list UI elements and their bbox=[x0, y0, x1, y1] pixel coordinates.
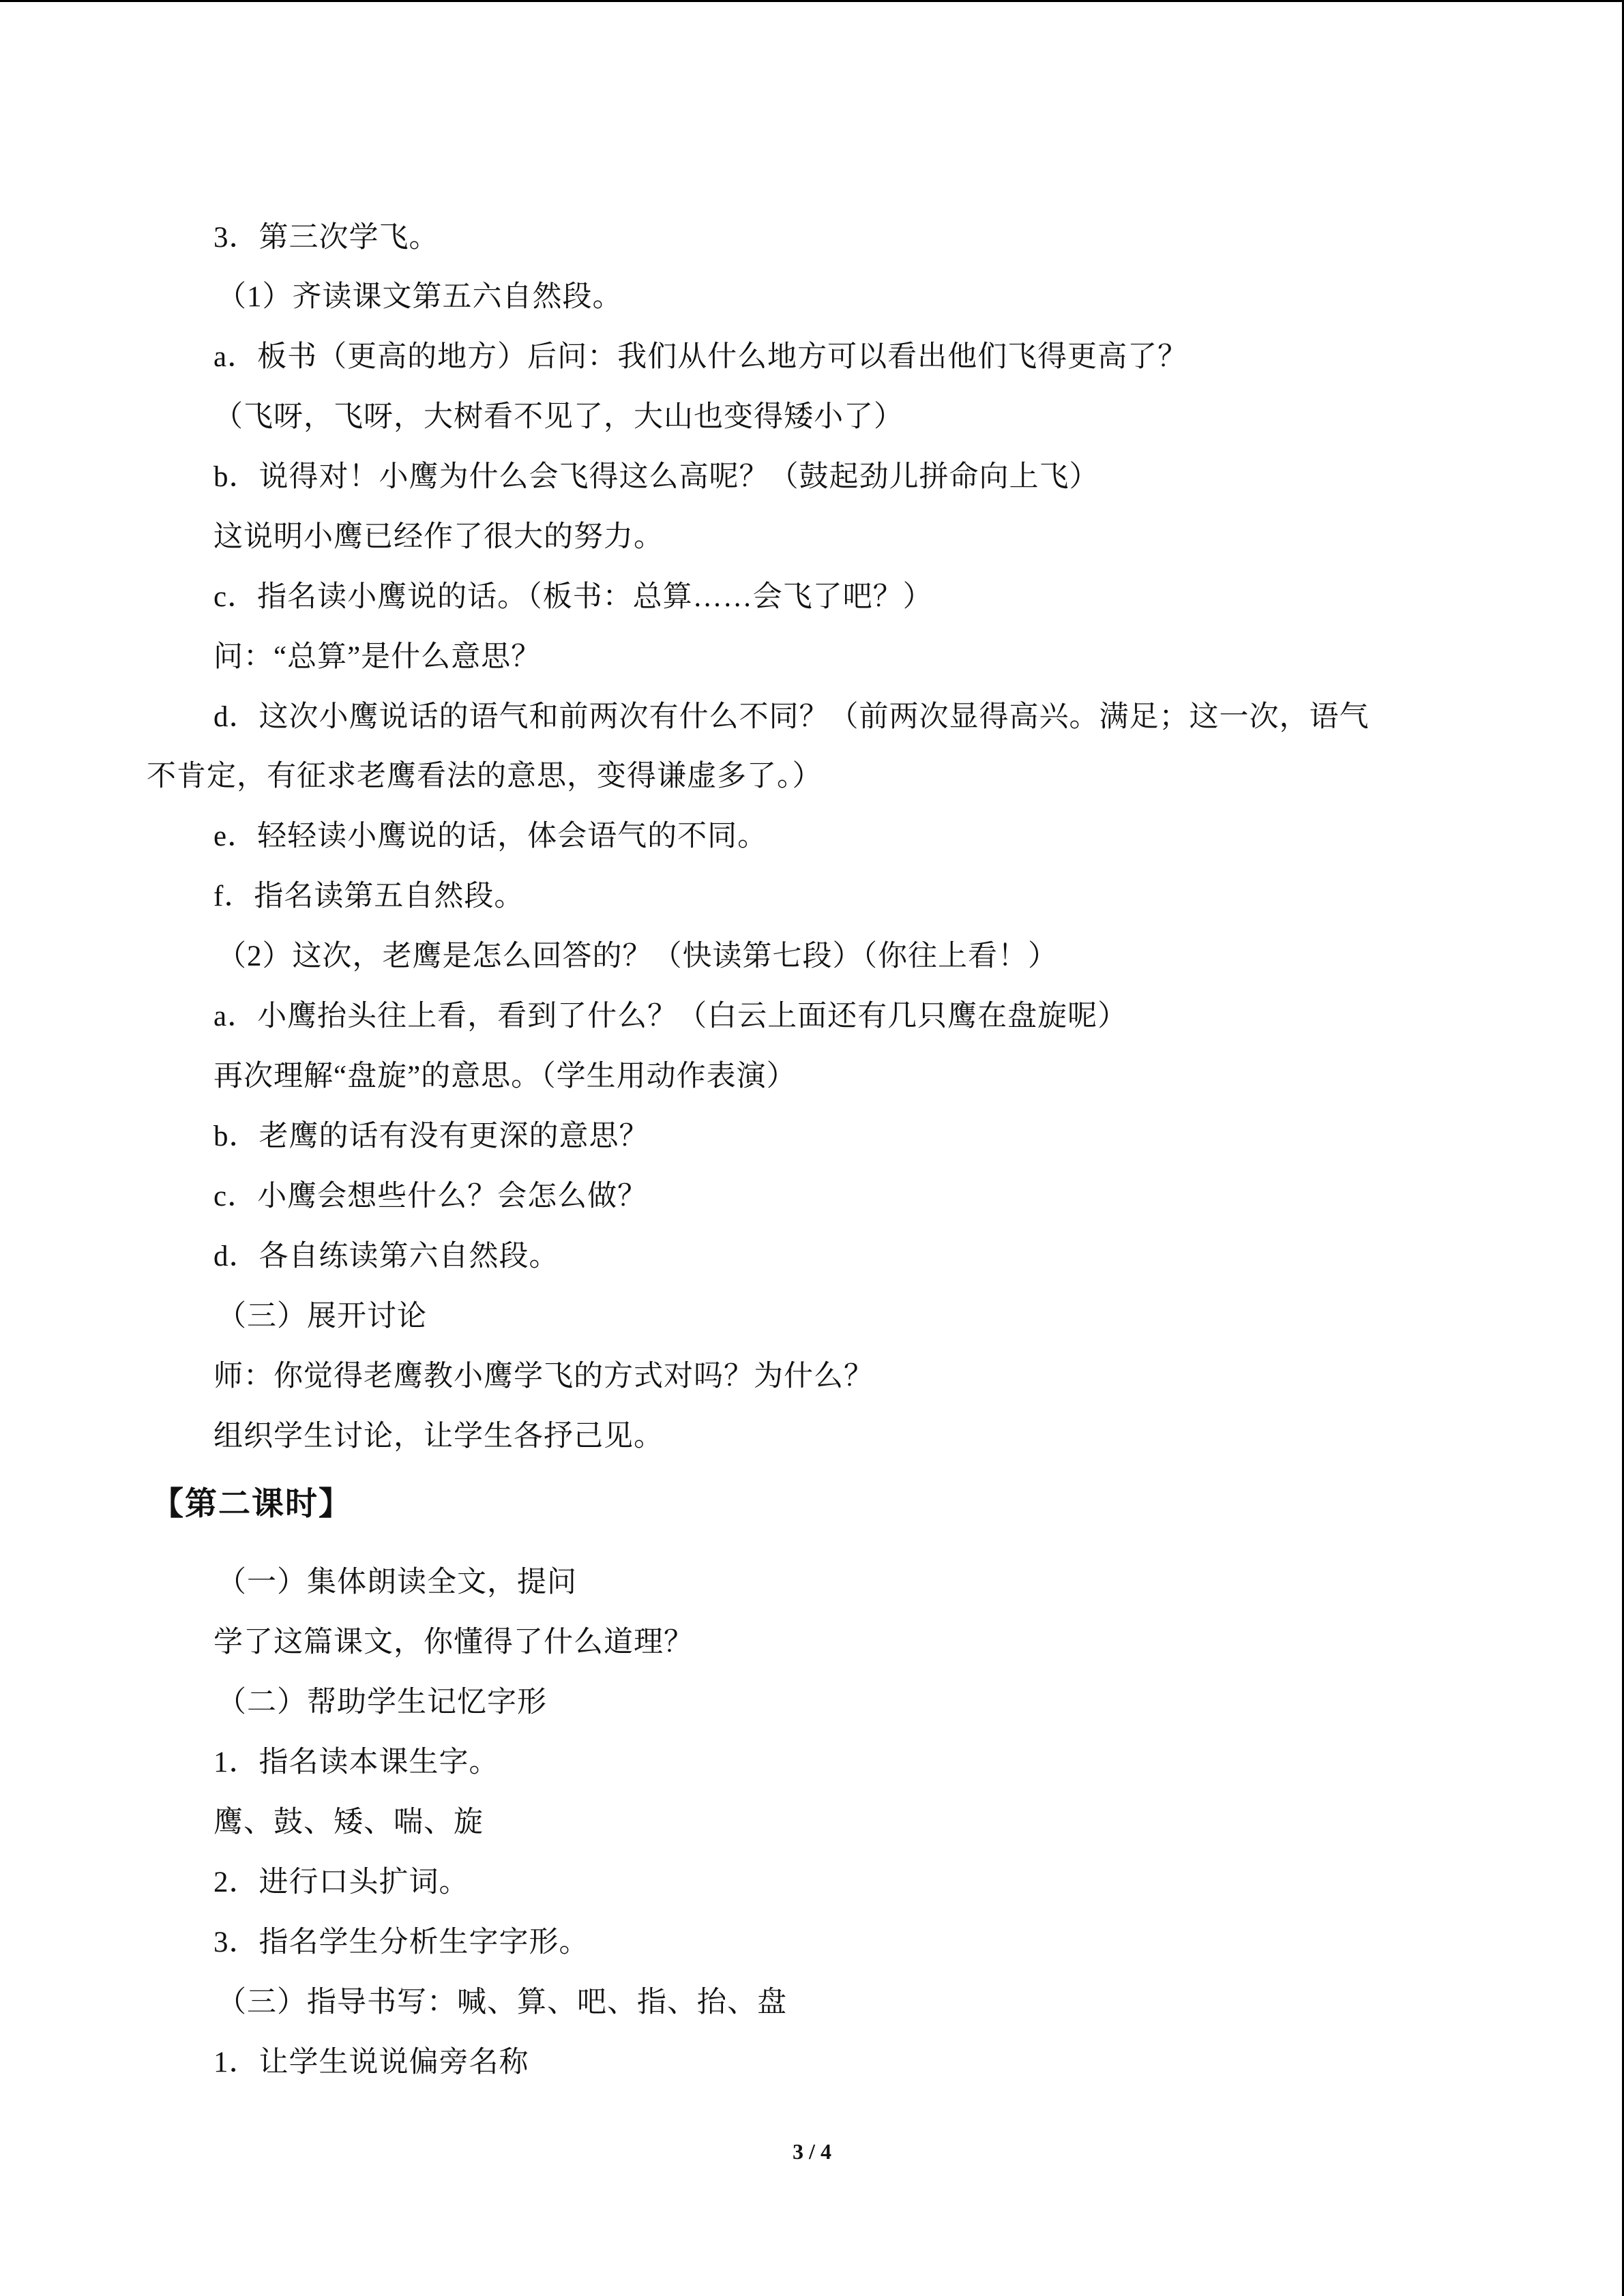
section-heading: 【第二课时】 bbox=[151, 1485, 352, 1521]
text-line: c．小鹰会想些什么？会怎么做？ bbox=[213, 1180, 648, 1212]
text-line: 鹰、鼓、矮、喘、旋 bbox=[213, 1806, 484, 1838]
text-line: （2）这次，老鹰是怎么回答的？（快读第七段）（你往上看！） bbox=[217, 940, 1058, 972]
text-line: 1．让学生说说偏旁名称 bbox=[213, 2046, 529, 2078]
text-line: 师：你觉得老鹰教小鹰学飞的方式对吗？为什么？ bbox=[213, 1360, 874, 1392]
text-line: 3．第三次学飞。 bbox=[213, 222, 439, 254]
text-line: a．板书（更高的地方）后问：我们从什么地方可以看出他们飞得更高了？ bbox=[213, 341, 1188, 373]
text-line: 问：“总算”是什么意思？ bbox=[213, 641, 542, 673]
text-line: （二）帮助学生记忆字形 bbox=[217, 1686, 547, 1718]
text-line: （三）展开讨论 bbox=[217, 1300, 427, 1332]
text-line: d．这次小鹰说话的语气和前两次有什么不同？（前两次显得高兴。满足；这一次，语气 bbox=[213, 701, 1370, 733]
text-line: 3．指名学生分析生字字形。 bbox=[213, 1926, 589, 1958]
text-line: 学了这篇课文，你懂得了什么道理？ bbox=[213, 1626, 694, 1658]
text-line: （一）集体朗读全文，提问 bbox=[217, 1566, 577, 1598]
text-line: f．指名读第五自然段。 bbox=[213, 880, 525, 912]
text-line: d．各自练读第六自然段。 bbox=[213, 1240, 559, 1272]
text-line: 再次理解“盘旋”的意思。（学生用动作表演） bbox=[213, 1060, 797, 1092]
text-line: c．指名读小鹰说的话。（板书：总算……会飞了吧？） bbox=[213, 581, 933, 613]
text-line: 2．进行口头扩词。 bbox=[213, 1866, 469, 1898]
text-line: e．轻轻读小鹰说的话，体会语气的不同。 bbox=[213, 820, 768, 852]
text-line: b．老鹰的话有没有更深的意思？ bbox=[213, 1120, 649, 1152]
text-line: 组织学生讨论，让学生各抒己见。 bbox=[213, 1420, 664, 1452]
text-line: （1）齐读课文第五六自然段。 bbox=[217, 281, 623, 313]
text-line: 不肯定，有征求老鹰看法的意思，变得谦虚多了。） bbox=[147, 760, 823, 792]
text-line: 1．指名读本课生字。 bbox=[213, 1746, 499, 1778]
text-line: （飞呀，飞呀，大树看不见了，大山也变得矮小了） bbox=[213, 401, 904, 433]
text-line: （三）指导书写：喊、算、吧、指、抬、盘 bbox=[217, 1986, 787, 2018]
page-number: 3 / 4 bbox=[793, 2139, 831, 2164]
text-line: 这说明小鹰已经作了很大的努力。 bbox=[213, 521, 664, 553]
text-line: a．小鹰抬头往上看，看到了什么？（白云上面还有几只鹰在盘旋呢） bbox=[213, 1000, 1128, 1032]
text-line: b．说得对！小鹰为什么会飞得这么高呢？（鼓起劲儿拼命向上飞） bbox=[213, 461, 1099, 493]
